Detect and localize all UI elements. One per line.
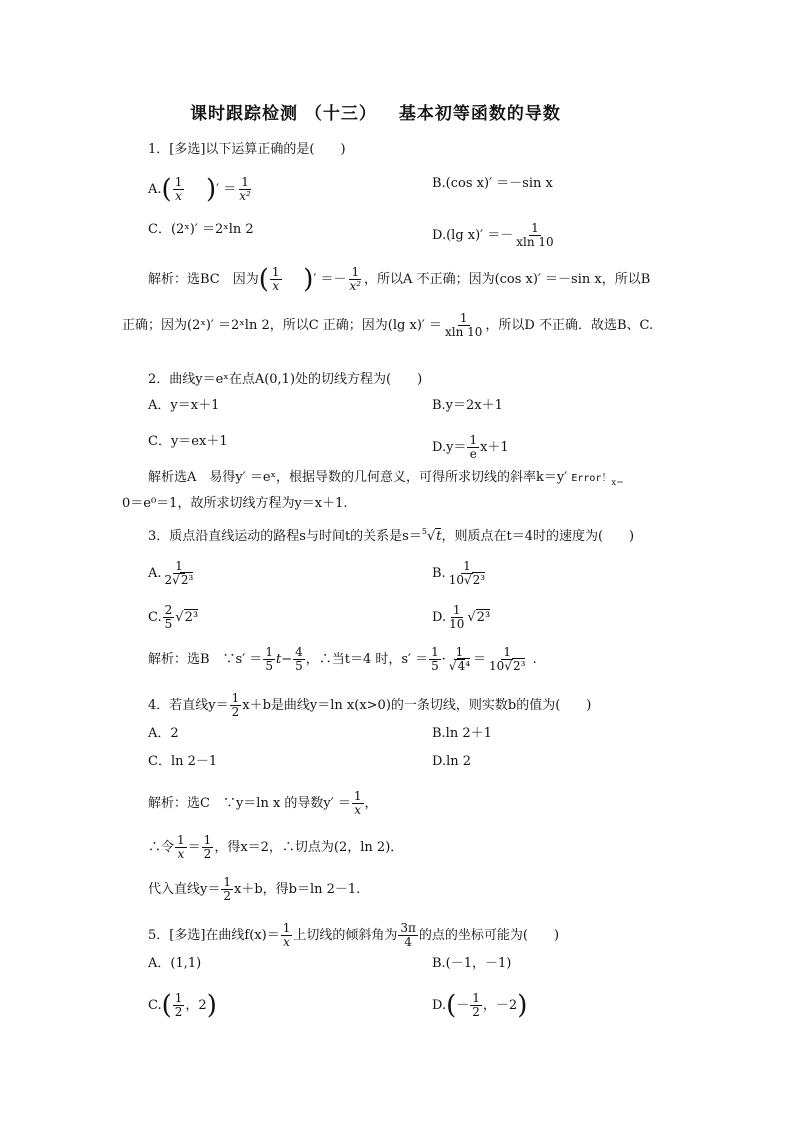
q1-option-a: A.( $\frac{1}{x}$ )′ ＝ $\frac{1}{\text{x²}}$ — [148, 174, 251, 205]
q4-solution-line3: 代入直线y＝ $\frac{1}{2}$ x＋b，得b＝ln 2－1. — [148, 875, 361, 903]
title-main: 课时跟踪检测 （十三） — [190, 104, 377, 124]
q1-stem: 1．[多选]以下运算正确的是( ) — [148, 142, 346, 157]
page-title — [190, 106, 561, 122]
q5-option-c: C.( $\frac{1}{2}$ ，2) — [148, 990, 217, 1021]
q1-option-b: B.(cos x)′ ＝－sin x — [432, 176, 553, 191]
q4-solution-line2: ∴令 $\frac{1}{x}$ ＝ $\frac{1}{2}$ ，得x＝2，∴切点为(2，ln 2)． — [148, 833, 404, 861]
q1-option-c: C．(2ˣ)′ ＝2ˣln 2 — [148, 222, 254, 237]
q3-solution: 解析：选B ∵s′ ＝ $\frac{1}{5}$ t− $\frac{4}{5}$ ，∴当t＝4 时，s′ ＝ $\frac{1}{5}$ · $\frac{1}{\text{√4⁴}}$ ＝ $\frac{1}{\text{10√2³}}$ . — [148, 645, 537, 673]
q4-option-c: C．ln 2－1 — [148, 754, 218, 769]
q5-option-b: B.(－1，－1) — [432, 956, 512, 971]
q5-option-d: D.(－ $\frac{1}{2}$ ，－2) — [432, 990, 528, 1021]
q3-option-a: A. $\frac{1}{\text{2√2³}}$ — [148, 559, 194, 587]
q3-option-c: C. $\frac{2}{5}$ √2³ — [148, 603, 199, 631]
q4-stem: 4．若直线y＝ $\frac{1}{2}$ x＋b是曲线y＝ln x(x>0)的一条切线，则实数b的值为( ) — [148, 691, 592, 719]
q5-option-a: A．(1,1) — [148, 956, 202, 971]
q2-option-a: A．y＝x＋1 — [148, 398, 220, 413]
q4-option-b: B.ln 2＋1 — [432, 726, 492, 741]
q2-stem: 2．曲线y＝eˣ在点A(0,1)处的切线方程为( ) — [148, 372, 423, 387]
q5-stem: 5．[多选]在曲线f(x)＝ $\frac{1}{x}$ 上切线的倾斜角为 $\frac{3\pi}{4}$ 的点的坐标可能为( ) — [148, 921, 560, 949]
q1-solution-line2: 正确；因为(2ˣ)′ ＝2ˣln 2，所以C 正确；因为(lg x)′ ＝ $\frac{1}{xln 10}$ ，所以D 不正确．故选B、C. — [122, 311, 654, 339]
q3-option-b: B. $\frac{1}{\text{10√2³}}$ — [432, 559, 486, 587]
q2-option-c: C．y＝ex＋1 — [148, 434, 228, 449]
q2-solution-line1: 解析选A 易得y′ ＝eˣ，根据导数的几何意义，可得所求切线的斜率k＝y′ Error！$_{x=}$ — [148, 470, 624, 487]
q2-solution-line2: 0＝e⁰＝1，故所求切线方程为y＝x＋1. — [122, 496, 348, 511]
q3-option-d: D. $\frac{1}{10}$ √2³ — [432, 603, 491, 631]
q3-stem: 3．质点沿直线运动的路程s与时间t的关系是s＝$^5$√t，则质点在t＝4时的速度为( ) — [148, 527, 635, 544]
q2-option-b: B.y＝2x＋1 — [432, 398, 503, 413]
q1-option-d: D.(lg x)′ ＝－ $\frac{1}{xln 10}$ — [432, 221, 554, 249]
q1-solution-line1: 解析：选BC 因为( $\frac{1}{x}$ )′ ＝－ $\frac{1}{\text{x²}}$ ，所以A 不正确；因为(cos x)′ ＝－sin x，所以B — [148, 264, 651, 295]
q2-option-d: D.y＝ $\frac{1}{e}$ x＋1 — [432, 433, 509, 461]
title-sub: 基本初等函数的导数 — [398, 104, 561, 124]
q4-solution-line1: 解析：选C ∵y＝ln x 的导数y′ ＝ $\frac{1}{x}$ ， — [148, 789, 378, 817]
q4-option-a: A．2 — [148, 726, 179, 741]
q4-option-d: D.ln 2 — [432, 754, 472, 769]
